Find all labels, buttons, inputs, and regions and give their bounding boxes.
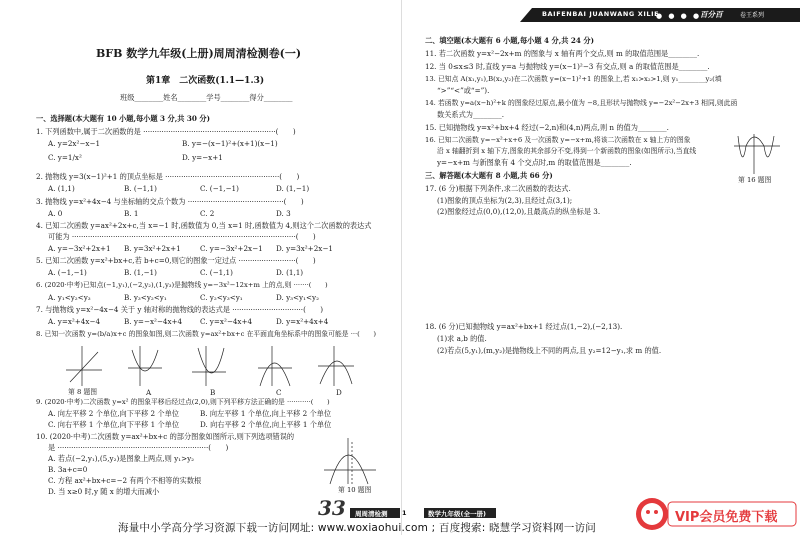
question-6: 6. (2020·中考)已知点(−1,y₁),(−2,y₂),(1,y₃)是抛物线 y=−3x²−12x+m 上的点,则 ·······( ) xyxy=(36,281,328,289)
q7-option-c: C. y=x²−4x+4 xyxy=(200,317,253,326)
watermark-text: 海量中小学高分学习资源下载一访问网址: www.woxiaohui.com ; 百度搜索: 晓慧学习资料网一访问 xyxy=(118,522,596,534)
q2-option-c: C. (−1,−1) xyxy=(200,184,239,193)
q6-option-d: D. y₃<y₁<y₂ xyxy=(276,293,319,302)
q9-option-b: B. 向左平移 1 个单位,向上平移 2 个单位 xyxy=(200,409,332,418)
q17-part-1: (1)图象的顶点坐标为(2,3),且经过点(3,1); xyxy=(437,196,573,205)
question-5: 5. 已知二次函数 y=x²+bx+c,若 b+c=0,则它的图象一定过点 ·························( ) xyxy=(36,256,316,265)
footer-logo: 33 xyxy=(318,496,346,520)
q1-option-c: C. y=1/x² xyxy=(48,153,82,162)
q4-option-a: A. y=−3x²+2x+1 xyxy=(48,244,111,253)
q10-graph xyxy=(322,436,378,486)
q10-option-c: C. 方程 ax²+bx+c=−2 有两个不相等的实数根 xyxy=(48,476,202,485)
q4-option-c: C. y=−3x²+2x−1 xyxy=(200,244,263,253)
question-10: 10. (2020·中考)二次函数 y=ax²+bx+c 的部分图象如图所示,则下列选项错误的 xyxy=(36,432,295,441)
question-13-cont: “>”“<”或“=”). xyxy=(437,86,490,95)
section-choice-heading: 一、选择题(本大题有 10 小题,每小题 3 分,共 30 分) xyxy=(36,114,211,123)
question-4-cont: 可能为 ··································································································( ) xyxy=(48,232,316,241)
q9-option-a: A. 向左平移 2 个单位,向下平移 2 个单位 xyxy=(48,409,179,418)
question-12: 12. 当 0≤x≤3 时,直线 y=a 与抛物线 y=(x−1)²−3 有交点,则 a 的取值范围是________. xyxy=(425,62,710,71)
q10-figure-caption: 第 10 题图 xyxy=(338,486,372,494)
brand-logo: 百分百 xyxy=(700,10,723,19)
q10-option-d: D. 当 x≥0 时,y 随 x 的增大而减小 xyxy=(48,487,160,496)
q5-option-b: B. (1,−1) xyxy=(124,268,157,277)
q4-option-d: D. y=3x²+2x−1 xyxy=(276,244,333,253)
q8-label-b: B xyxy=(210,388,216,397)
question-2: 2. 抛物线 y=3(x−1)²+1 的顶点坐标是 ··················································( ) xyxy=(36,172,300,181)
question-3: 3. 抛物线 y=x²+4x−4 与坐标轴的交点个数为 ··········································( ) xyxy=(36,197,304,206)
q3-option-c: C. 2 xyxy=(200,209,215,218)
question-9: 9. (2020·中考)二次函数 y=x² 的图象平移后经过点(2,0),则下列平移方法正确的是 ···········( ) xyxy=(36,398,330,406)
question-10-cont: 是 ··································································( ) xyxy=(48,443,229,452)
question-15: 15. 已知抛物线 y=x²+bx+4 经过(−2,n)和(4,n)两点,则 n 的值为________. xyxy=(425,123,669,132)
q5-option-a: A. (−1,−1) xyxy=(48,268,87,277)
question-14: 14. 若函数 y=a(x−h)²+k 的图象经过原点,最小值为 −8,且形状与抛物线 y=−2x²−2x+3 相同,则此函 xyxy=(425,99,738,107)
q8-figure-caption: 第 8 题图 xyxy=(68,388,98,396)
chapter-title: 第1章 二次函数(1.1—1.3) xyxy=(146,76,265,86)
q8-label-a: A xyxy=(146,388,152,397)
brand-sub: 卷王系列 xyxy=(740,12,765,19)
vip-download-label[interactable]: VIP会员免费下载 xyxy=(675,510,778,525)
question-17: 17. (6 分)根据下列条件,求二次函数的表达式. xyxy=(425,184,571,193)
q3-option-d: D. 3 xyxy=(276,209,291,218)
page-divider xyxy=(401,0,402,535)
question-16-cont-1: 沿 x 轴翻折到 x 轴下方,图象的其余部分不变,得到一个新函数的图象(如图所示),当直线 xyxy=(437,147,697,155)
q9-option-d: D. 向右平移 2 个单位,向上平移 1 个单位 xyxy=(200,420,332,429)
question-16: 16. 已知二次函数 y=−x²+x+6 及一次函数 y=−x+m,将该二次函数在 x 轴上方的图象 xyxy=(425,136,691,144)
q2-option-a: A. (1,1) xyxy=(48,184,75,193)
section-answer-heading: 三、解答题(本大题有 8 小题,共 66 分) xyxy=(425,171,553,180)
q1-option-a: A. y=2x²−x−1 xyxy=(48,139,101,148)
q8-label-c: C xyxy=(276,388,282,397)
q10-option-a: A. 若点(−2,y₁),(5,y₂)是图象上两点,则 y₁>y₂ xyxy=(48,454,195,463)
question-4: 4. 已知二次函数 y=ax²+2x+c,当 x=−1 时,函数值为 0,当 x=1 时,函数值为 4,则这个二次函数的表达式 xyxy=(36,221,372,230)
q16-graph xyxy=(732,132,782,176)
q18-part-2: (2)若点(5,y₁),(m,y₂)是抛物线上不同的两点,且 y₂=12−y₁,求 m 的值. xyxy=(437,346,662,355)
q16-figure-caption: 第 16 题图 xyxy=(738,176,772,184)
q10-option-b: B. 3a+c=0 xyxy=(48,465,88,474)
q6-option-a: A. y₁<y₂<y₃ xyxy=(48,293,91,302)
q4-option-b: B. y=3x²+2x+1 xyxy=(124,244,181,253)
q3-option-a: A. 0 xyxy=(48,209,63,218)
q2-option-b: B. (−1,1) xyxy=(124,184,157,193)
question-13: 13. 已知点 A(x₁,y₁),B(x₂,y₂)在二次函数 y=(x−1)²+1 的图象上,若 x₁>x₂>1,则 y₁________y₂(填 xyxy=(425,75,722,83)
q17-part-2: (2)图象经过点(0,0),(12,0),且最高点的纵坐标是 3. xyxy=(437,207,601,216)
question-7: 7. 与抛物线 y=x²−4x−4 关于 y 轴对称的抛物线的表达式是 ·······························( ) xyxy=(36,305,324,314)
q6-option-b: B. y₃<y₂<y₁ xyxy=(124,293,167,302)
q6-option-c: C. y₂<y₃<y₁ xyxy=(200,293,243,302)
q7-option-b: B. y=−x²−4x+4 xyxy=(124,317,183,326)
footer-page-number: 1 xyxy=(402,509,407,517)
q9-option-c: C. 向右平移 1 个单位,向下平移 1 个单位 xyxy=(48,420,180,429)
q5-option-d: D. (1,1) xyxy=(276,268,304,277)
q7-option-a: A. y=x²+4x−4 xyxy=(48,317,101,326)
q2-option-d: D. (1,−1) xyxy=(276,184,310,193)
question-8: 8. 已知一次函数 y=(b/a)x+c 的图象如图,则二次函数 y=ax²+bx+c 在平面直角坐标系中的图象可能是 ···( ) xyxy=(36,330,377,338)
series-band-text: BAIFENBAI JUANWANG XILIE xyxy=(542,10,660,18)
q18-part-1: (1)求 a,b 的值. xyxy=(437,334,487,343)
question-11: 11. 若二次函数 y=x²−2x+m 的图象与 x 轴有两个交点,则 m 的取值范围是________. xyxy=(425,49,700,58)
question-18: 18. (6 分)已知抛物线 y=ax²+bx+1 经过点(1,−2),(−2,13). xyxy=(425,322,623,331)
footer-left-label: 周周清检测 xyxy=(355,510,388,518)
question-14-cont: 数关系式为________. xyxy=(437,110,504,119)
section-fill-heading: 二、填空题(本大题有 6 小题,每小题 4 分,共 24 分) xyxy=(425,36,595,45)
q1-option-d: D. y=−x+1 xyxy=(182,153,223,162)
paper-title: BFB 数学九年级(上册)周周清检测卷(一) xyxy=(96,47,302,60)
question-1: 1. 下列函数中,属于二次函数的是 ··························································( ) xyxy=(36,127,296,136)
q1-option-b: B. y=−(x−1)²+(x+1)(x−1) xyxy=(182,139,278,148)
question-16-cont-2: y=−x+m 与新图象有 4 个交点时,m 的取值范围是________. xyxy=(437,158,632,167)
q7-option-d: D. y=x²+4x+4 xyxy=(276,317,329,326)
footer-right-label: 数学九年级(全一册) xyxy=(428,510,486,518)
q8-label-d: D xyxy=(336,388,342,397)
header-dots: ● ● ● ● xyxy=(656,12,702,20)
student-info-line: 班级________姓名________学号________得分________ xyxy=(120,93,293,102)
q5-option-c: C. (−1,1) xyxy=(200,268,233,277)
q3-option-b: B. 1 xyxy=(124,209,139,218)
